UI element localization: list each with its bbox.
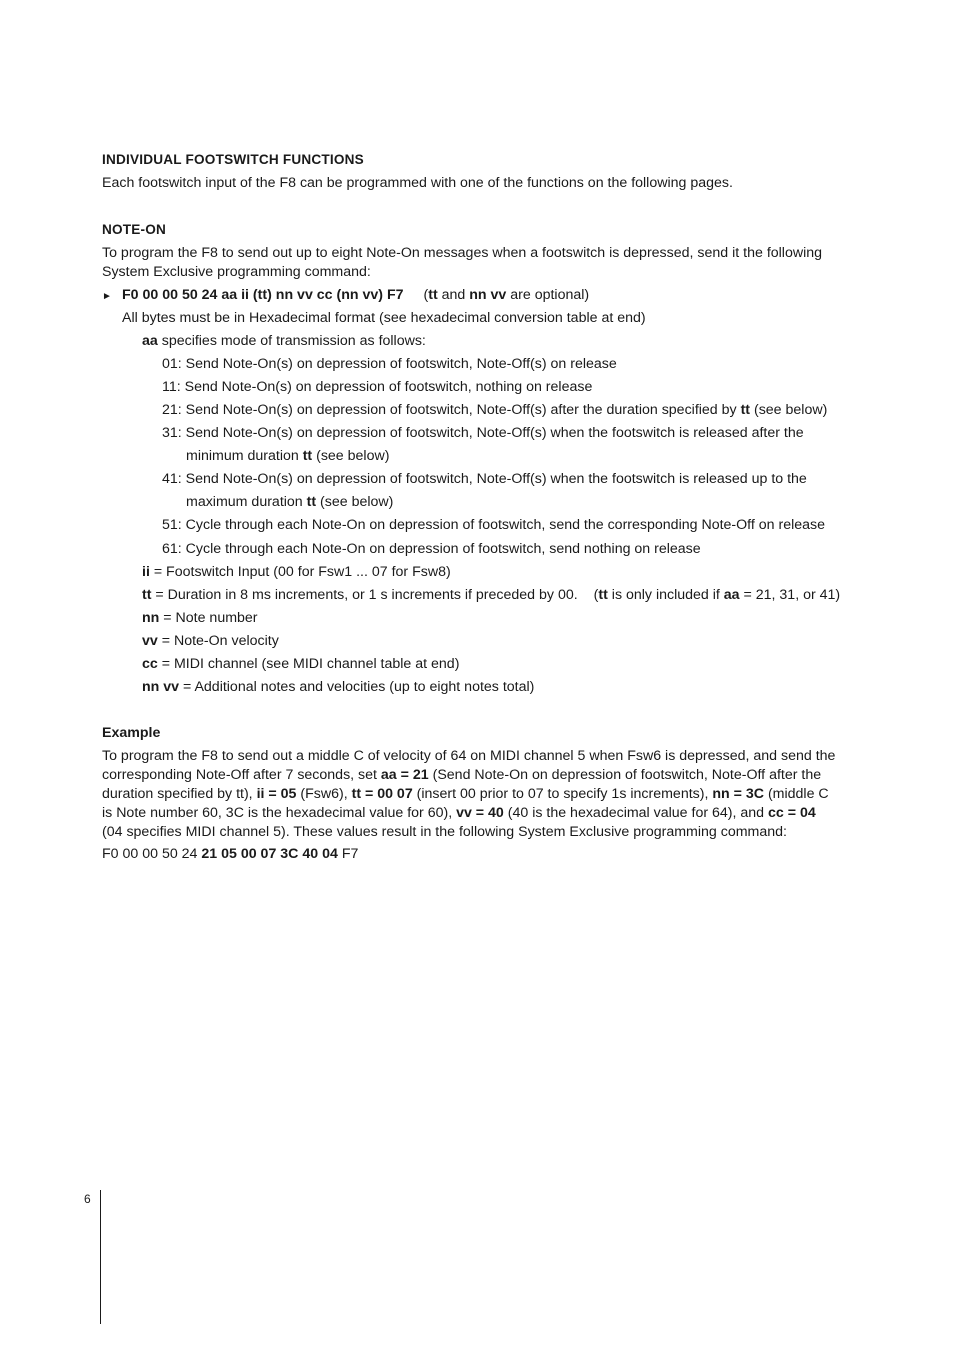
mode-51: 51: Cycle through each Note-On on depression of footswitch, send the corresponding Note-Off on release bbox=[162, 517, 825, 533]
note-on-intro bbox=[102, 244, 862, 282]
mode-41-line-2: maximum duration tt (see below) bbox=[186, 494, 394, 510]
mode-11: 11: Send Note-On(s) on depression of footswitch, nothing on release bbox=[162, 379, 593, 395]
mode-21: 21: Send Note-On(s) on depression of footswitch, Note-Off(s) after the duration specified by tt (see below) bbox=[162, 402, 828, 418]
example-command: F0 00 00 50 24 21 05 00 07 3C 40 04 F7 bbox=[102, 846, 359, 862]
example-paragraph: To program the F8 to send out a middle C of velocity of 64 on MIDI channel 5 when Fsw6 is depressed, and send the corresponding Note-Off after 7 seconds, set aa = 21 (Send Note-On on depression of footswitch, Note-Off after the duration specified by tt), ii = 05 (Fsw6), tt = 00 07 (insert 00 prior to 07 to specify 1s increments), nn = 3C (middle C is Note number 60, 3C is the hexadecimal value for 60), vv = 40 (40 is the hexadecimal value for 64), and cc = 04 (04 specifies MIDI channel 5). These values result in the following System Exclusive programming command: bbox=[102, 748, 836, 840]
section-intro: Each footswitch input of the F8 can be programmed with one of the functions on the following pages. bbox=[102, 175, 733, 191]
cc-param: cc = MIDI channel (see MIDI channel table at end) bbox=[142, 656, 460, 672]
section-title: INDIVIDUAL FOOTSWITCH FUNCTIONS bbox=[102, 152, 364, 167]
aa-param: aa specifies mode of transmission as follows: bbox=[142, 333, 426, 349]
sysex-command: F0 00 00 50 24 aa ii (tt) nn vv cc (nn vv) F7 bbox=[122, 287, 404, 303]
mode-01: 01: Send Note-On(s) on depression of footswitch, Note-Off(s) on release bbox=[162, 356, 617, 372]
optional-note: (tt and nn vv are optional) bbox=[423, 287, 590, 303]
mode-31-line-1: 31: Send Note-On(s) on depression of footswitch, Note-Off(s) when the footswitch is released after the bbox=[162, 425, 804, 441]
hex-note: All bytes must be in Hexadecimal format (see hexadecimal conversion table at end) bbox=[122, 310, 646, 326]
tt-param: tt = Duration in 8 ms increments, or 1 s increments if preceded by 00. (tt is only included if aa = 21, 31, or 41) bbox=[142, 587, 841, 603]
intro-line-1: To program the F8 to send out up to eight Note-On messages when a footswitch is depressed, send it the following bbox=[102, 245, 823, 261]
ii-param: ii = Footswitch Input (00 for Fsw1 ... 07 for Fsw8) bbox=[142, 564, 451, 580]
command-line bbox=[102, 287, 589, 303]
mode-61: 61: Cycle through each Note-On on depression of footswitch, send nothing on release bbox=[162, 541, 701, 557]
mode-41-line-1: 41: Send Note-On(s) on depression of footswitch, Note-Off(s) when the footswitch is released up to the bbox=[162, 471, 807, 487]
nn-param: nn = Note number bbox=[142, 610, 258, 626]
bullet-triangle-icon: ► bbox=[102, 291, 112, 302]
mode-31-line-2: minimum duration tt (see below) bbox=[186, 448, 390, 464]
vv-param: vv = Note-On velocity bbox=[142, 633, 279, 649]
example-title: Example bbox=[102, 725, 161, 741]
margin-rule bbox=[100, 1190, 101, 1324]
note-on-title: NOTE-ON bbox=[102, 222, 167, 237]
page-number: 6 bbox=[84, 1192, 91, 1206]
nnvv-param: nn vv = Additional notes and velocities (up to eight notes total) bbox=[142, 679, 535, 695]
intro-line-2: System Exclusive programming command: bbox=[102, 264, 371, 280]
